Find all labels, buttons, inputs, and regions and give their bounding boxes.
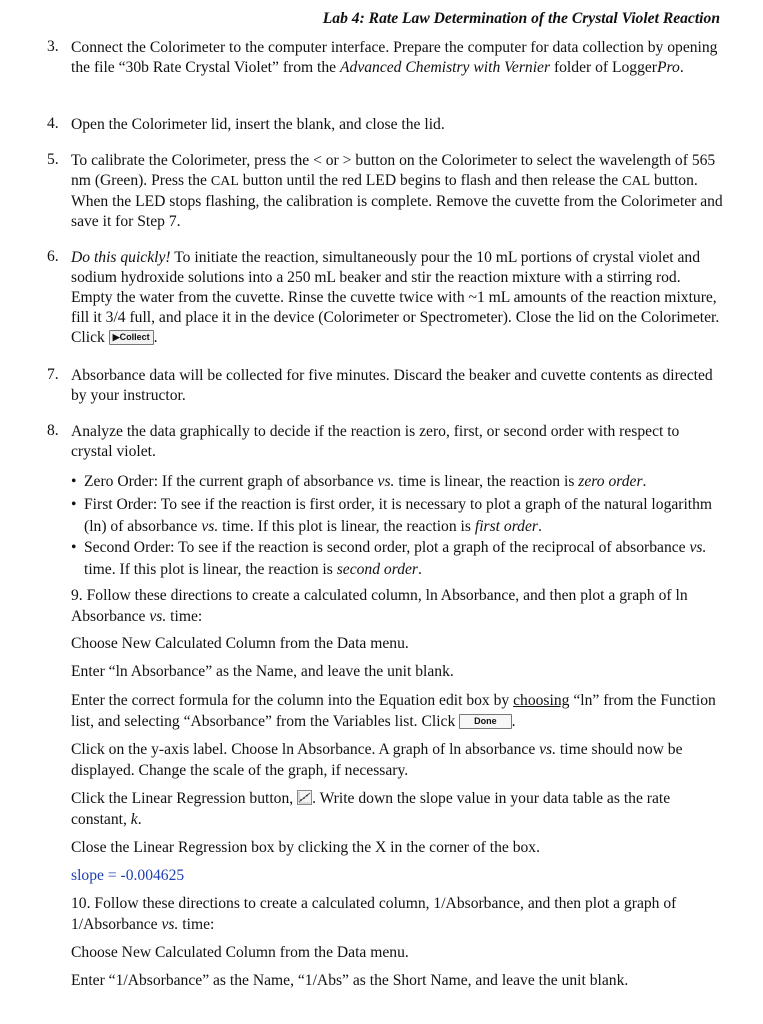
cal-key-label: CAL: [210, 174, 239, 189]
step-text: Connect the Colorimeter to the computer interface. Prepare the computer for data collection by opening the file “30b Rate Crystal Violet” from the Advanced Chemistry with Vernier folder of LoggerPro.: [71, 39, 718, 76]
section-9-p1: Choose New Calculated Column from the Data menu.: [71, 635, 409, 652]
step-text: To calibrate the Colorimeter, press the < or > button on the Colorimeter to select the wavelength of 565 nm (Green). Press the CAL button until the red LED begins to flash and then release the CAL button. When the LED stops flashing, the calibration is complete. Remove the cuvette from the Colorimeter and save it for Step 7.: [71, 152, 723, 230]
section-9-p3: Enter the correct formula for the column into the Equation edit box by choosing “ln” from the Function list, and selecting “Absorbance” from the Variables list. Click Done .: [71, 692, 716, 730]
step-text: Analyze the data graphically to decide if the reaction is zero, first, or second order with respect to crystal violet.: [71, 423, 680, 460]
linear-regression-icon[interactable]: [297, 790, 312, 805]
bullet-dot: •: [71, 473, 77, 490]
bullet-second-order: • Second Order: To see if the reaction is second order, plot a graph of the reciprocal of absorbance vs. time. If this plot is linear, the reaction is second order.: [71, 539, 707, 578]
section-9-p4: Click on the y-axis label. Choose ln Absorbance. A graph of ln absorbance vs. time should now be displayed. Change the scale of the graph, if necessary.: [71, 741, 683, 779]
step-text: Open the Colorimeter lid, insert the blank, and close the lid.: [71, 116, 445, 133]
step-number: 8.: [47, 422, 59, 439]
step-text: Do this quickly! To initiate the reaction, simultaneously pour the 10 mL portions of crystal violet and sodium hydroxide solutions into a 250 mL beaker and stir the reaction mixture with a stirring rod. Empty the water from the cuvette. Rinse the cuvette twice with ~1 mL amounts of the reaction mixture, fill it 3/4 full, and place it in the device (Colorimeter or Spectrometer). Close the lid on the Colorimeter. Click ▶Collect .: [71, 249, 720, 346]
section-9-p5: Click the Linear Regression button, . Write down the slope value in your data table as the rate constant, k.: [71, 790, 671, 828]
bullet-first-order: • First Order: To see if the reaction is first order, it is necessary to plot a graph of the natural logarithm (ln) of absorbance vs. time. If this plot is linear, the reaction is first order.: [71, 496, 713, 535]
bullet-zero-order: • Zero Order: If the current graph of absorbance vs. time is linear, the reaction is zero order.: [71, 471, 724, 493]
section-10-intro: 10. Follow these directions to create a calculated column, 1/Absorbance, and then plot a graph of 1/Absorbance vs. time:: [71, 895, 677, 933]
section-10-p1: Choose New Calculated Column from the Data menu.: [71, 944, 409, 961]
bullet-dot: •: [71, 496, 77, 513]
section-9-p2: Enter “ln Absorbance” as the Name, and leave the unit blank.: [71, 663, 454, 680]
page-header: Lab 4: Rate Law Determination of the Crystal Violet Reaction: [322, 10, 720, 27]
slope-value: slope = -0.004625: [71, 867, 185, 884]
step-text: Absorbance data will be collected for five minutes. Discard the beaker and cuvette contents as directed by your instructor.: [71, 367, 713, 404]
collect-button[interactable]: ▶Collect: [109, 330, 154, 345]
step-number: 7.: [47, 366, 59, 383]
section-10-p2: Enter “1/Absorbance” as the Name, “1/Abs” as the Short Name, and leave the unit blank.: [71, 972, 629, 989]
cal-key-label: CAL: [622, 174, 651, 189]
section-9-p6: Close the Linear Regression box by clicking the X in the corner of the box.: [71, 839, 540, 856]
done-button[interactable]: Done: [459, 714, 512, 729]
step-number: 5.: [47, 151, 59, 168]
step-number: 3.: [47, 38, 59, 55]
bullet-dot: •: [71, 539, 77, 556]
section-9-intro: 9. Follow these directions to create a calculated column, ln Absorbance, and then plot a graph of ln Absorbance vs. time:: [71, 587, 688, 625]
step-number: 6.: [47, 248, 59, 265]
step-number: 4.: [47, 115, 59, 132]
